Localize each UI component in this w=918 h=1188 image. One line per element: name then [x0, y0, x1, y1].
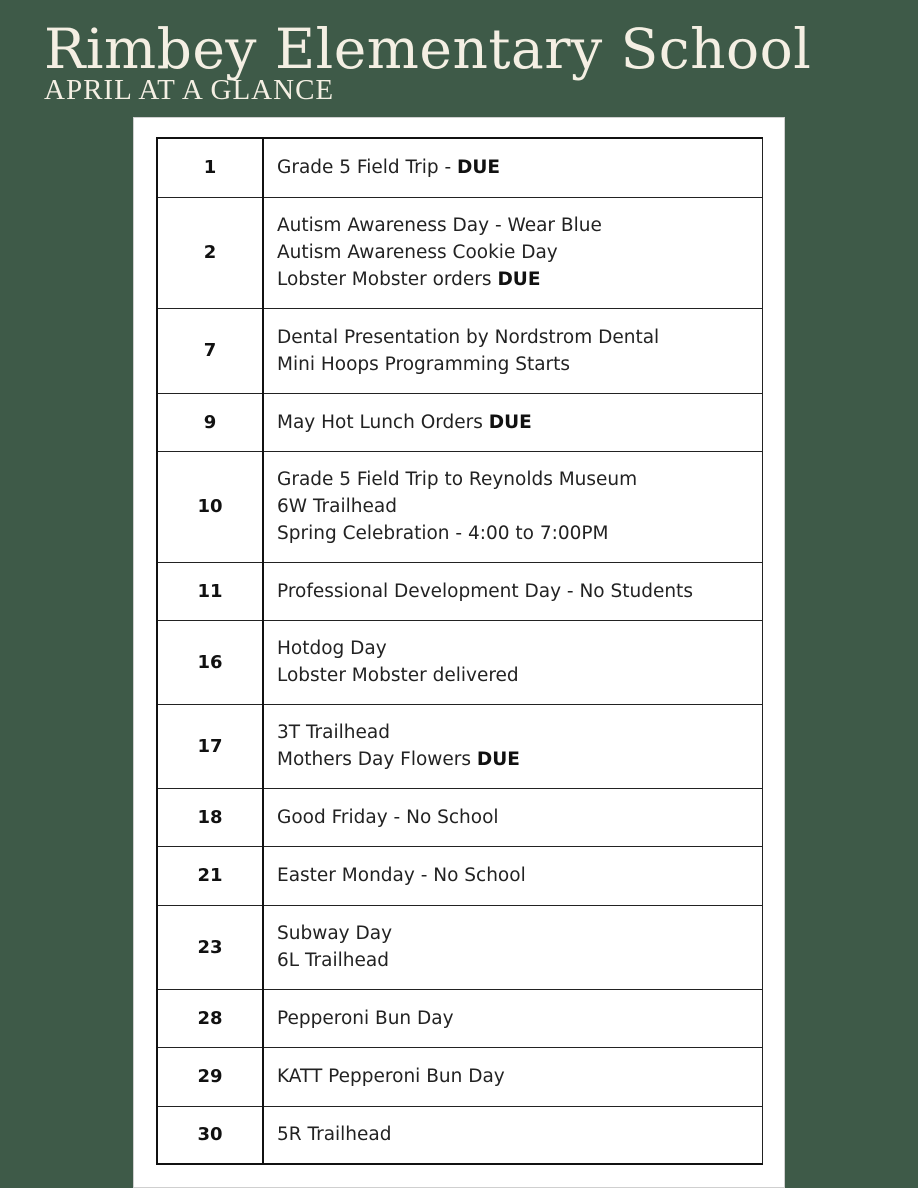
event-row — [157, 308, 763, 393]
event-row — [157, 620, 763, 704]
school-title: Rimbey Elementary School — [44, 17, 812, 81]
event-line-text: Autism Awareness Day - Wear Blue — [277, 215, 602, 236]
event-line — [277, 1063, 762, 1090]
event-line-text: Autism Awareness Cookie Day — [277, 242, 558, 263]
event-line-text: Subway Day — [277, 923, 393, 944]
event-line — [277, 520, 762, 547]
event-line-text: Hotdog Day — [277, 638, 387, 659]
event-line — [277, 324, 762, 351]
event-row — [157, 989, 763, 1047]
event-day: 1 — [157, 138, 263, 197]
event-description — [263, 905, 763, 989]
event-description — [263, 704, 763, 788]
event-day: 2 — [157, 197, 263, 308]
event-line — [277, 493, 762, 520]
due-label: DUE — [488, 411, 532, 433]
event-line-text: Good Friday - No School — [277, 806, 499, 828]
event-row — [157, 451, 763, 562]
event-day: 23 — [157, 905, 263, 989]
event-day: 7 — [157, 308, 263, 393]
event-line-text: 6L Trailhead — [277, 950, 389, 971]
event-line — [277, 1121, 762, 1148]
event-line — [277, 804, 762, 831]
page-subtitle: APRIL AT A GLANCE — [44, 74, 335, 106]
event-line — [277, 662, 762, 689]
event-day: 11 — [157, 562, 263, 620]
event-line — [277, 635, 762, 662]
event-day: 18 — [157, 788, 263, 846]
event-line — [277, 351, 762, 378]
event-day: 17 — [157, 704, 263, 788]
event-line — [277, 947, 762, 974]
event-line — [277, 920, 762, 947]
event-row — [157, 846, 763, 905]
event-line-text: Pepperoni Bun Day — [277, 1007, 454, 1029]
due-label: DUE — [497, 269, 541, 290]
event-line — [277, 239, 762, 266]
event-line-text: Professional Development Day - No Students — [277, 580, 693, 602]
events-table — [156, 137, 763, 1165]
event-line-text: 6W Trailhead — [277, 496, 397, 517]
event-description — [263, 197, 763, 308]
event-day: 30 — [157, 1106, 263, 1164]
events-table-body — [157, 138, 763, 1164]
event-line — [277, 1005, 762, 1032]
event-line — [277, 154, 762, 181]
event-description — [263, 393, 763, 451]
event-line — [277, 409, 762, 436]
event-day: 9 — [157, 393, 263, 451]
event-day: 29 — [157, 1047, 263, 1106]
event-description — [263, 308, 763, 393]
due-label: DUE — [457, 157, 501, 179]
event-day: 21 — [157, 846, 263, 905]
event-description — [263, 562, 763, 620]
event-description — [263, 788, 763, 846]
event-line-text: Mini Hoops Programming Starts — [277, 353, 571, 375]
event-line-text: 5R Trailhead — [277, 1124, 392, 1146]
event-line-text: Mothers Day Flowers — [277, 749, 477, 770]
event-line-text: Grade 5 Field Trip - — [277, 157, 458, 179]
event-row — [157, 197, 763, 308]
event-line-text: 3T Trailhead — [277, 722, 390, 743]
event-line-text: Grade 5 Field Trip to Reynolds Museum — [277, 469, 638, 490]
event-line-text: Lobster Mobster delivered — [277, 665, 519, 686]
event-row — [157, 905, 763, 989]
event-description — [263, 620, 763, 704]
event-line-text: Easter Monday - No School — [277, 865, 526, 886]
event-row — [157, 1047, 763, 1106]
event-description — [263, 1106, 763, 1164]
due-label: DUE — [476, 749, 520, 770]
event-line-text: Dental Presentation by Nordstrom Dental — [277, 326, 660, 348]
event-row — [157, 704, 763, 788]
event-line-text: KATT Pepperoni Bun Day — [277, 1066, 505, 1087]
event-row — [157, 788, 763, 846]
event-day: 28 — [157, 989, 263, 1047]
event-row — [157, 1106, 763, 1164]
event-row — [157, 562, 763, 620]
event-line — [277, 719, 762, 746]
event-line — [277, 746, 762, 773]
event-line-text: Lobster Mobster orders — [277, 269, 498, 290]
event-line — [277, 466, 762, 493]
event-day: 10 — [157, 451, 263, 562]
event-description — [263, 846, 763, 905]
event-line — [277, 578, 762, 605]
event-line — [277, 212, 762, 239]
event-line — [277, 862, 762, 889]
event-day: 16 — [157, 620, 263, 704]
event-line-text: Spring Celebration - 4:00 to 7:00PM — [277, 523, 609, 544]
event-description — [263, 451, 763, 562]
event-description — [263, 989, 763, 1047]
event-description — [263, 1047, 763, 1106]
event-line-text: May Hot Lunch Orders — [277, 411, 489, 433]
event-description — [263, 138, 763, 197]
event-row — [157, 138, 763, 197]
event-row — [157, 393, 763, 451]
event-line — [277, 266, 762, 293]
